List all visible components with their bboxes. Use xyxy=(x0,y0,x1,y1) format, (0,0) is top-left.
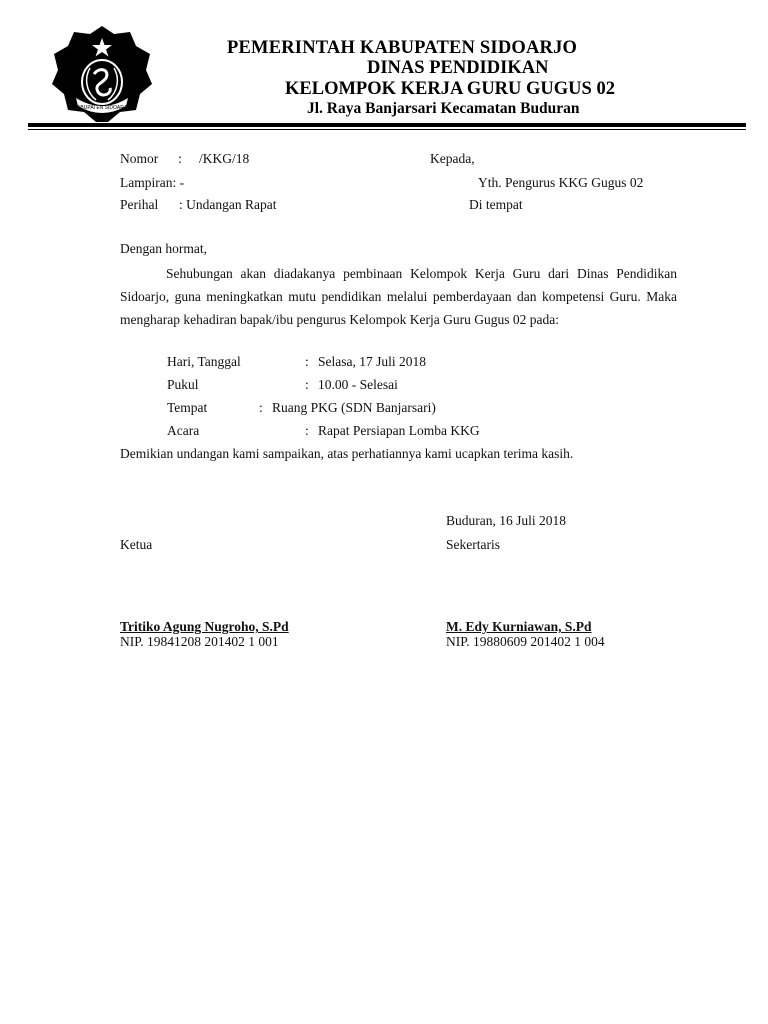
detail-sep-pukul: : xyxy=(305,377,309,392)
sidoarjo-emblem-logo xyxy=(50,24,154,124)
signature-right-role: Sekertaris xyxy=(446,537,500,552)
recipient-yth: Yth. Pengurus KKG Gugus 02 xyxy=(478,175,644,190)
detail-label-hari: Hari, Tanggal xyxy=(167,354,241,369)
detail-value-tempat: Ruang PKG (SDN Banjarsari) xyxy=(272,400,436,415)
letterhead-divider-thick xyxy=(28,123,746,127)
perihal-label: Perihal xyxy=(120,197,159,212)
nomor-separator: : xyxy=(178,151,182,166)
detail-label-acara: Acara xyxy=(167,423,200,438)
detail-sep-acara: : xyxy=(305,423,309,438)
detail-value-hari: Selasa, 17 Juli 2018 xyxy=(318,354,426,369)
body-paragraph-text: Sehubungan akan diadakanya pembinaan Kelompok Kerja Guru dari Dinas Pendidikan Sidoarjo, guna meningkatkan mutu pendidikan melalui pemberdayaan dan kompetensi Guru. Maka mengharap kehadiran bapak/ibu pengurus Kelompok Kerja Guru Gugus 02 pada: xyxy=(120,266,677,327)
place-date: Buduran, 16 Juli 2018 xyxy=(446,513,566,528)
detail-value-acara: Rapat Persiapan Lomba KKG xyxy=(318,423,480,438)
letterhead-divider-thin xyxy=(28,129,746,130)
recipient-tempat: Di tempat xyxy=(469,197,523,212)
body-paragraph xyxy=(120,262,677,331)
letterhead-line-3: KELOMPOK KERJA GURU GUGUS 02 xyxy=(285,79,615,99)
perihal-value: : Undangan Rapat xyxy=(179,197,277,212)
detail-label-pukul: Pukul xyxy=(167,377,199,392)
signature-right-nip: NIP. 19880609 201402 1 004 xyxy=(446,634,605,649)
letterhead-line-2: DINAS PENDIDIKAN xyxy=(367,58,549,78)
detail-label-tempat: Tempat xyxy=(167,400,208,415)
letterhead-address: Jl. Raya Banjarsari Kecamatan Buduran xyxy=(307,100,580,117)
letterhead-line-1: PEMERINTAH KABUPATEN SIDOARJO xyxy=(227,38,578,58)
recipient-kepada: Kepada, xyxy=(430,151,475,166)
detail-sep-hari: : xyxy=(305,354,309,369)
detail-sep-tempat: : xyxy=(259,400,263,415)
signature-left-nip: NIP. 19841208 201402 1 001 xyxy=(120,634,279,649)
signature-left-role: Ketua xyxy=(120,537,153,552)
nomor-value: /KKG/18 xyxy=(199,151,250,166)
svg-text:KABUPATEN SIDOARJO: KABUPATEN SIDOARJO xyxy=(73,105,131,111)
detail-value-pukul: 10.00 - Selesai xyxy=(318,377,398,392)
closing-line: Demikian undangan kami sampaikan, atas perhatiannya kami ucapkan terima kasih. xyxy=(120,446,574,461)
signature-right-name: M. Edy Kurniawan, S.Pd xyxy=(446,619,592,634)
salutation: Dengan hormat, xyxy=(120,241,207,256)
nomor-label: Nomor xyxy=(120,151,159,166)
signature-left-name: Tritiko Agung Nugroho, S.Pd xyxy=(120,619,289,634)
lampiran-line: Lampiran: - xyxy=(120,175,185,190)
